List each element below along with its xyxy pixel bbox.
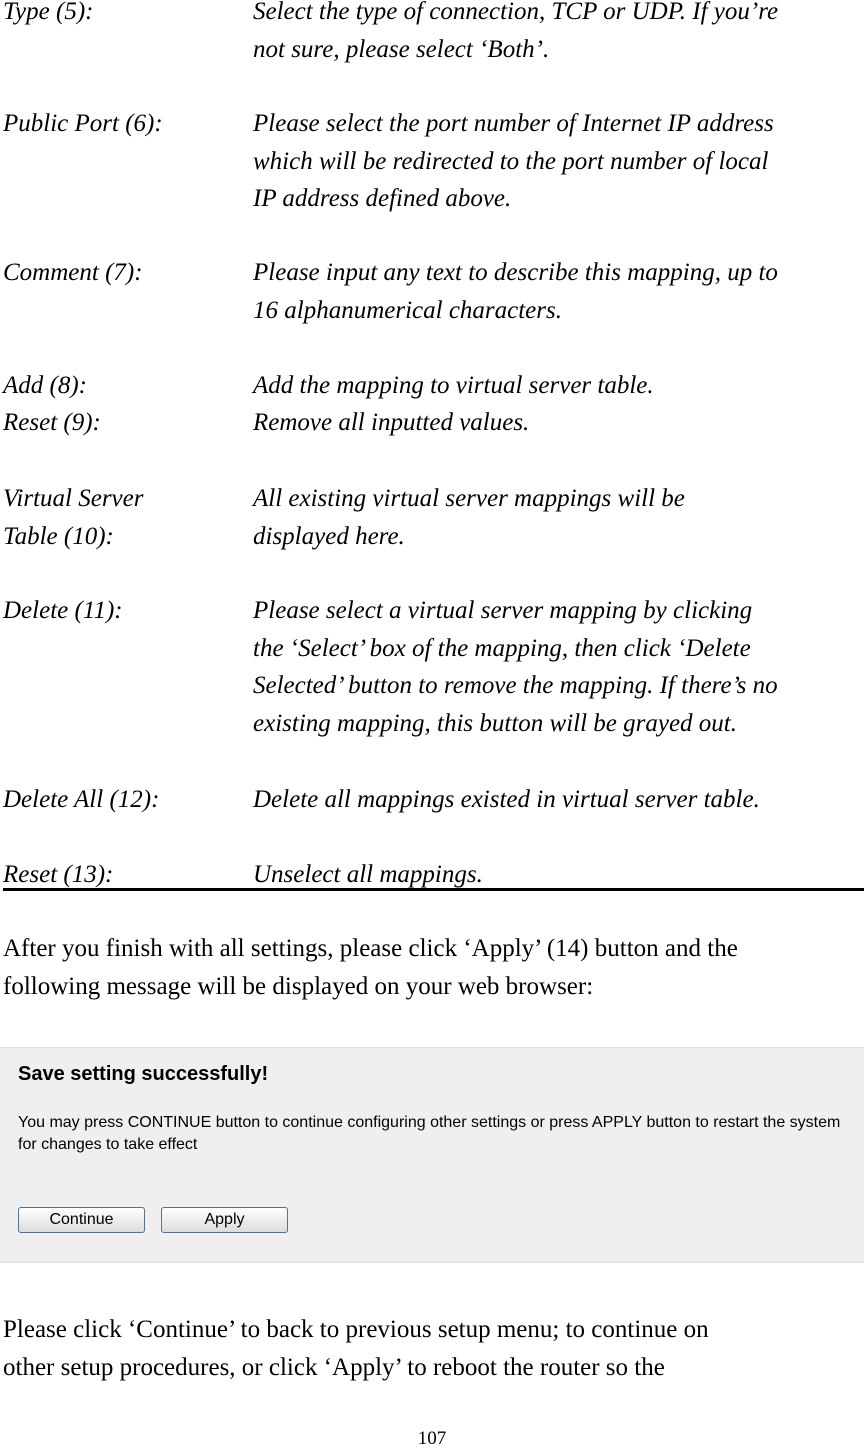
save-success-message: You may press CONTINUE button to continue configuring other settings or press APPLY button to restart the system for changes to take effect [18, 1114, 841, 1153]
def-term: Type (5): [3, 0, 94, 25]
def-desc-line: Select the type of connection, TCP or UDP. If you’re [253, 0, 779, 25]
def-desc-line: Remove all inputted values. [253, 409, 530, 436]
def-desc-line: Please select a virtual server mapping by clicking [253, 597, 753, 624]
save-success-screenshot [0, 1047, 864, 1263]
def-desc-line: Selected’ button to remove the mapping. If there’s no [253, 672, 778, 699]
def-term: Add (8): [3, 372, 87, 399]
page-number: 107 [417, 1428, 447, 1449]
def-term: Reset (9): [3, 409, 101, 436]
def-desc-line: existing mapping, this button will be grayed out. [253, 709, 737, 737]
table-bottom-rule [3, 888, 864, 891]
def-term: Virtual Server Table (10): [3, 485, 144, 550]
def-desc [253, 367, 864, 405]
def-desc [253, 480, 864, 555]
def-desc [253, 105, 864, 218]
def-term: Comment (7): [3, 259, 143, 286]
def-desc-line: which will be redirected to the port number of local [253, 147, 769, 175]
def-desc-line: the ‘Select’ box of the mapping, then click ‘Delete [253, 634, 751, 662]
def-term: Public Port (6): [3, 110, 163, 137]
def-desc [253, 404, 864, 442]
closing-paragraph [3, 1311, 864, 1386]
def-desc-line: All existing virtual server mappings will be [253, 485, 685, 512]
continue-button[interactable]: Continue [18, 1207, 145, 1233]
paragraph-line: Please click ‘Continue’ to back to previous setup menu; to continue on [3, 1316, 709, 1343]
def-desc [253, 592, 864, 742]
def-desc-line: displayed here. [253, 522, 405, 550]
def-desc-line: Delete all mappings existed in virtual server table. [253, 786, 760, 813]
paragraph-line: following message will be displayed on your web browser: [3, 972, 594, 1000]
def-term: Delete All (12): [3, 786, 160, 813]
def-desc-line: Please input any text to describe this mapping, up to [253, 259, 778, 286]
paragraph-line: After you finish with all settings, please click ‘Apply’ (14) button and the [3, 935, 738, 962]
def-desc-line: not sure, please select ‘Both’. [253, 35, 550, 63]
def-desc [253, 254, 864, 329]
def-desc-line: IP address defined above. [253, 185, 512, 212]
save-success-title: Save setting successfully! [18, 1063, 269, 1085]
intro-paragraph [3, 930, 864, 1005]
def-desc-line: 16 alphanumerical characters. [253, 296, 562, 324]
def-desc [253, 781, 864, 819]
paragraph-line: other setup procedures, or click ‘Apply’ to reboot the router so the [3, 1353, 665, 1381]
def-term: Reset (13): [3, 861, 114, 888]
apply-button[interactable]: Apply [161, 1207, 288, 1233]
def-desc-line: Add the mapping to virtual server table. [253, 372, 654, 399]
def-desc-line: Please select the port number of Internet IP address [253, 110, 774, 137]
def-desc-line: Unselect all mappings. [253, 861, 483, 888]
def-term: Delete (11): [3, 597, 123, 624]
def-desc [253, 0, 864, 68]
